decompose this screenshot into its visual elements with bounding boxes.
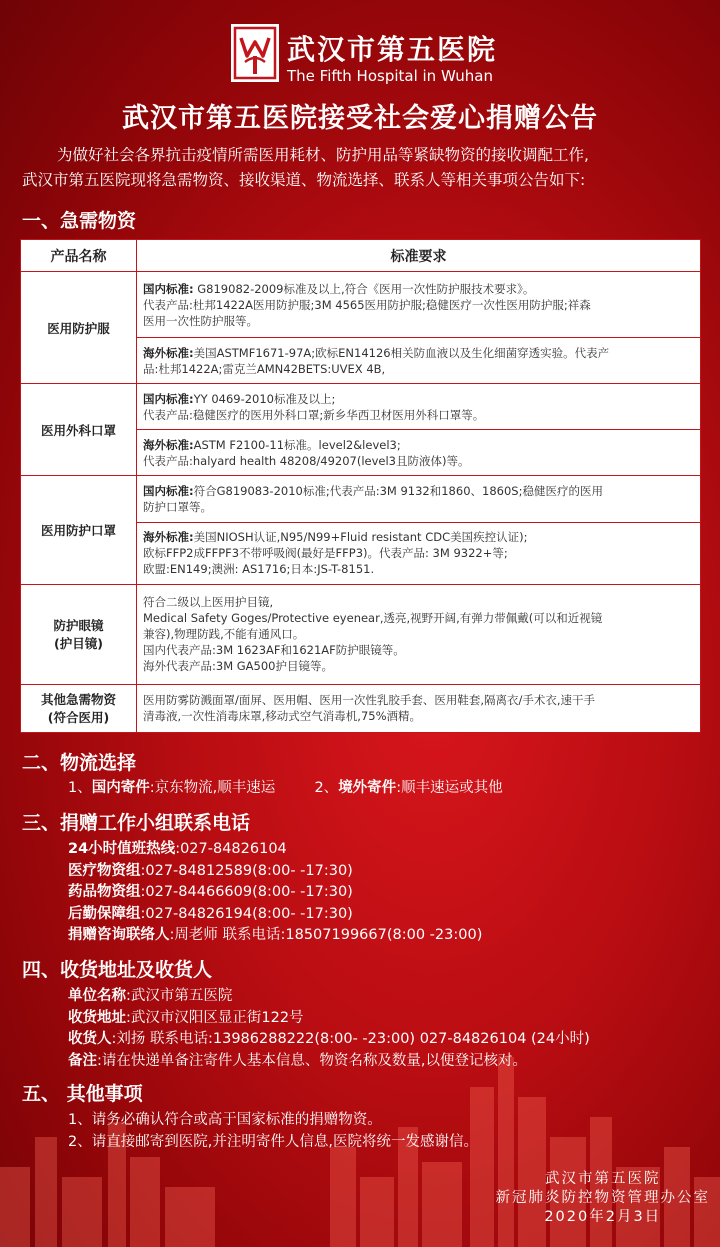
standard-text: 代表产品:稳健医疗的医用外科口罩;新乡华西卫材医用外科口罩等。 bbox=[143, 407, 485, 422]
section-4-heading: 四、收货地址及收货人 bbox=[22, 959, 213, 981]
standard-text: 兼容),物理防践,不能有通风口。 bbox=[143, 627, 305, 642]
contact-value: :027-84826194(8:00- -17:30) bbox=[140, 905, 353, 922]
option-label: 国内寄件 bbox=[91, 780, 150, 796]
contact-value: :周老师 联系电话:18507199667(8:00 -23:00) bbox=[169, 927, 483, 943]
urgent-supplies-table bbox=[20, 239, 701, 733]
section-2-heading: 二、物流选择 bbox=[22, 752, 137, 774]
product-name-line: 防护眼镜 bbox=[53, 618, 104, 634]
contact-label: 医疗物资组 bbox=[68, 862, 141, 879]
overseas-standard-cell bbox=[137, 430, 701, 476]
list-item bbox=[68, 1051, 590, 1073]
standard-text: 代表产品:杜邦1422A医用防护服;3M 4565医用防护服;稳健医疗一次性医用防护服;祥森 bbox=[143, 297, 591, 312]
standard-label: 国内标准: bbox=[143, 281, 194, 296]
list-item bbox=[68, 1008, 590, 1030]
signature-office: 新冠肺炎防控物资管理办公室 bbox=[495, 1190, 710, 1206]
standard-text: 代表产品:halyard health 48208/49207(level3且防液体)等。 bbox=[143, 453, 470, 468]
standard-label: 海外标准: bbox=[143, 530, 194, 545]
signature-block bbox=[496, 1170, 711, 1227]
signature-org: 武汉市第五医院 bbox=[545, 1171, 661, 1187]
standard-text: 美国ASTMF1671-97A;欧标EN14126相关防血液以及生化细菌穿透实验。代表产 bbox=[193, 345, 610, 360]
signature-date: 2020年2月3日 bbox=[544, 1209, 662, 1225]
standard-text: YY 0469-2010标准及以上; bbox=[193, 391, 336, 406]
table-row bbox=[21, 684, 701, 732]
intro-paragraph bbox=[22, 143, 702, 193]
standard-label: 海外标准: bbox=[143, 345, 194, 360]
list-item: 1、请务必确认符合或高于国家标准的捐赠物资。 bbox=[68, 1112, 382, 1128]
hospital-logo-icon bbox=[233, 26, 277, 80]
contact-label: 24小时值班热线 bbox=[68, 841, 176, 857]
hospital-name-cn: 武汉市第五医院 bbox=[287, 33, 498, 66]
standard-cell bbox=[137, 584, 701, 684]
table-header-row bbox=[21, 240, 701, 272]
table-row bbox=[21, 272, 701, 338]
product-name bbox=[21, 684, 137, 732]
overseas-standard-cell bbox=[137, 522, 701, 584]
standard-text: 欧标FFP2成FFPF3不带呼吸阀(最好是FFP3)。代表产品: 3M 9322+等; bbox=[143, 546, 508, 561]
standard-text: 国内代表产品:3M 1623AF和1621AF防护眼镜等。 bbox=[143, 643, 405, 658]
product-name: 医用外科口罩 bbox=[21, 384, 137, 476]
section-1-heading: 一、急需物资 bbox=[22, 210, 137, 232]
notice-title: 武汉市第五医院接受社会爱心捐赠公告 bbox=[122, 103, 598, 134]
standard-label: 海外标准: bbox=[143, 437, 194, 452]
list-item bbox=[68, 882, 482, 904]
address-value: :武汉市汉阳区显正街122号 bbox=[126, 1009, 304, 1026]
overseas-standard-cell bbox=[137, 338, 701, 384]
domestic-standard-cell bbox=[137, 272, 701, 338]
table-row bbox=[21, 584, 701, 684]
contact-label: 后勤保障组 bbox=[68, 905, 141, 922]
standard-text: 品:杜邦1422A;雷克兰AMN42BETS:UVEX 4B, bbox=[143, 361, 386, 376]
standard-text: 海外代表产品:3M GA500护目镜等。 bbox=[143, 659, 333, 674]
standard-text: Medical Safety Goges/Protective eyenear,透亮,视野开阔,有弹力带佩戴(可以和近视镜 bbox=[143, 611, 603, 626]
logistics-options bbox=[68, 778, 503, 800]
product-name-line: (符合医用) bbox=[47, 710, 110, 726]
standard-text: ASTM F2100-11标准。level2&level3; bbox=[193, 437, 401, 452]
contact-value: :027-84826104 bbox=[175, 841, 287, 857]
address-label: 单位名称 bbox=[68, 988, 126, 1004]
contact-phone-list bbox=[68, 839, 482, 947]
option-number: 1、 bbox=[68, 780, 92, 796]
other-matters-list bbox=[68, 1110, 478, 1153]
standard-text: 清毒液,一次性消毒床罩,移动式空气消毒机,75%酒精。 bbox=[143, 709, 422, 724]
hospital-logo bbox=[231, 24, 279, 82]
product-name: 医用防护口罩 bbox=[21, 476, 137, 584]
standard-text: G819082-2009标准及以上,符合《医用一次性防护服技术要求》。 bbox=[193, 281, 535, 296]
standard-text: 符合G819083-2010标准;代表产品:3M 9132和1860、1860S;稳健医疗的医用 bbox=[193, 483, 603, 498]
product-name-line: (护目镜) bbox=[54, 636, 103, 652]
contact-label: 药品物资组 bbox=[68, 884, 141, 900]
address-value: :刘扬 联系电话:13986288222(8:00- -23:00) 027-84826104 (24小时) bbox=[111, 1031, 590, 1047]
standard-text: 美国NIOSH认证,N95/N99+Fluid resistant CDC美国疾控认证); bbox=[193, 530, 528, 545]
standard-text: 医用一次性防护服等。 bbox=[143, 313, 258, 328]
contact-label: 捐赠咨询联络人 bbox=[68, 927, 170, 943]
standard-label: 国内标准: bbox=[143, 391, 194, 406]
standard-text: 防护口罩等。 bbox=[143, 499, 212, 514]
list-item bbox=[68, 925, 482, 947]
address-label: 收货人 bbox=[68, 1031, 112, 1047]
header bbox=[0, 22, 720, 92]
standard-text: 符合二级以上医用护目镜, bbox=[143, 595, 274, 610]
table-row bbox=[21, 384, 701, 430]
column-header-product: 产品名称 bbox=[21, 240, 137, 272]
list-item bbox=[68, 1029, 590, 1051]
option-number: 2、 bbox=[314, 780, 339, 796]
list-item: 2、请直接邮寄到医院,并注明寄件人信息,医院将统一发感谢信。 bbox=[68, 1133, 478, 1150]
product-name: 医用防护服 bbox=[21, 272, 137, 384]
address-label: 收货地址 bbox=[68, 1009, 126, 1026]
domestic-standard-cell bbox=[137, 384, 701, 430]
standard-text: 欧盟:EN149;澳洲: AS1716;日本:JS-T-8151. bbox=[143, 562, 375, 577]
product-name bbox=[21, 584, 137, 684]
column-header-standard: 标准要求 bbox=[137, 240, 701, 272]
standard-text: 医用防雾防溅面罩/面屏、医用帽、医用一次性乳胶手套、医用鞋套,隔离衣/手术衣,速干手 bbox=[143, 693, 596, 708]
list-item bbox=[68, 904, 482, 926]
address-value: :请在快递单备注寄件人基本信息、物资名称及数量,以便登记核对。 bbox=[97, 1052, 527, 1069]
list-item bbox=[68, 861, 482, 883]
address-value: :武汉市第五医院 bbox=[126, 988, 233, 1004]
list-item bbox=[68, 986, 590, 1008]
hospital-name-en: The Fifth Hospital in Wuhan bbox=[287, 67, 493, 85]
section-5-heading: 五、 其他事项 bbox=[22, 1083, 143, 1105]
delivery-address-list bbox=[68, 986, 590, 1072]
intro-line-2: 武汉市第五医院现将急需物资、接收渠道、物流选择、联系人等相关事项公告如下: bbox=[22, 171, 586, 189]
contact-value: :027-84812589(8:00- -17:30) bbox=[140, 862, 353, 879]
standard-label: 国内标准: bbox=[143, 483, 194, 498]
standard-cell bbox=[137, 684, 701, 732]
address-label: 备注 bbox=[68, 1052, 97, 1069]
section-3-heading: 三、捐赠工作小组联系电话 bbox=[22, 812, 251, 834]
option-value: :京东物流,顺丰速运 bbox=[149, 780, 276, 796]
list-item bbox=[68, 839, 482, 861]
domestic-standard-cell bbox=[137, 476, 701, 522]
product-name-line: 其他急需物资 bbox=[40, 692, 116, 708]
table-row bbox=[21, 476, 701, 522]
contact-value: :027-84466609(8:00- -17:30) bbox=[140, 884, 353, 900]
intro-line-1: 为做好社会各界抗击疫情所需医用耗材、防护用品等紧缺物资的接收调配工作, bbox=[57, 146, 589, 164]
option-value: :顺丰速运或其他 bbox=[396, 780, 503, 796]
option-label: 境外寄件 bbox=[338, 780, 397, 796]
